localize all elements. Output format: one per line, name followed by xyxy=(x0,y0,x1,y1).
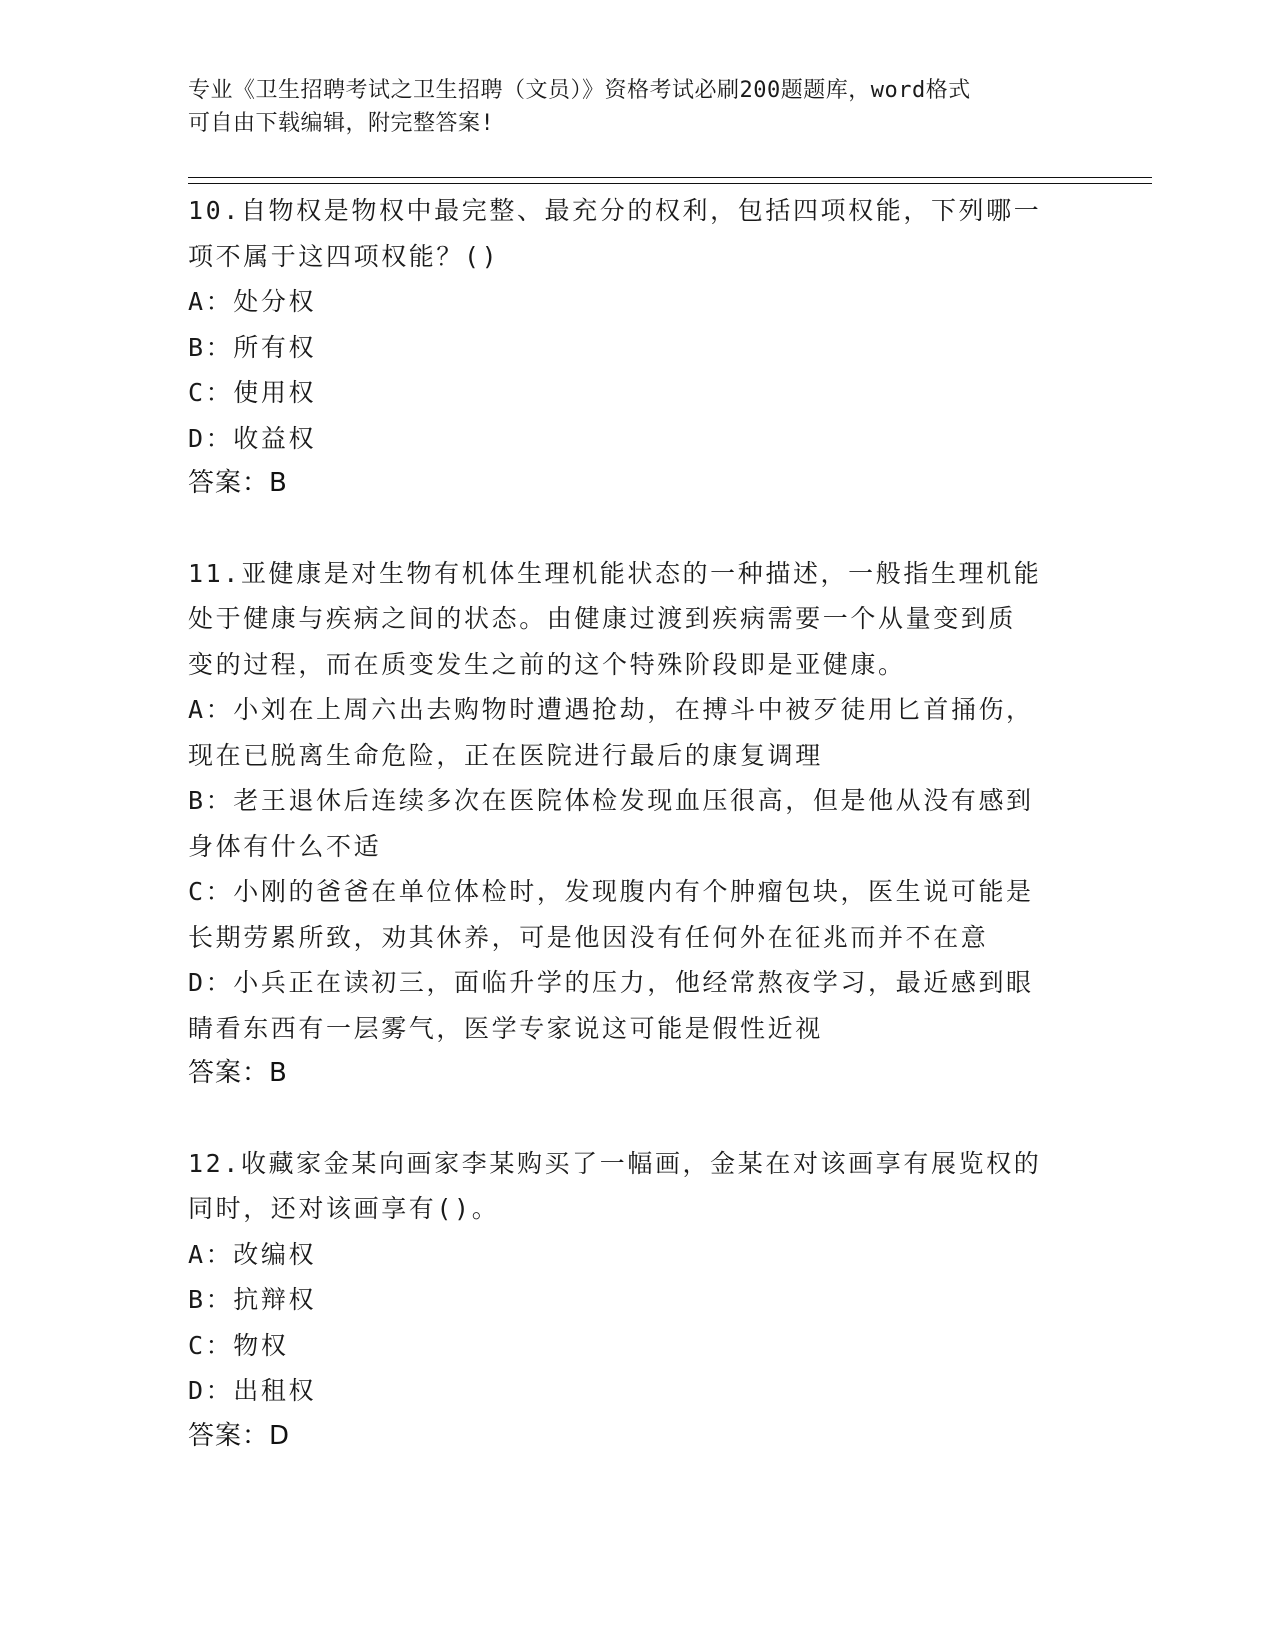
question-12-option-c: C：物权 xyxy=(188,1330,289,1360)
question-11 xyxy=(188,551,1088,1097)
question-11-option-a-line-1: A：小刘在上周六出去购物时遭遇抢劫，在搏斗中被歹徒用匕首捅伤， xyxy=(188,695,1034,724)
question-11-stem-line-1: 11.亚健康是对生物有机体生理机能状态的一种描述，一般指生理机能 xyxy=(188,558,1042,588)
question-10-option-c: C：使用权 xyxy=(188,378,317,407)
question-12-option-a: A：改编权 xyxy=(188,1239,317,1269)
question-12-answer: 答案：D xyxy=(188,1420,291,1451)
question-11-option-a-line-2: 现在已脱离生命危险，正在医院进行最后的康复调理 xyxy=(188,740,823,770)
question-10-option-b: B：所有权 xyxy=(188,332,317,362)
question-12-stem-line-1: 12.收藏家金某向画家李某购买了一幅画，金某在对该画享有展览权的 xyxy=(188,1148,1042,1178)
question-12-stem-line-2: 同时，还对该画享有()。 xyxy=(188,1194,500,1223)
header-line-1: 专业《卫生招聘考试之卫生招聘（文员）》资格考试必刷200题题库，word格式 xyxy=(188,78,971,103)
document-header xyxy=(188,74,1068,140)
question-11-answer: 答案：B xyxy=(188,1058,288,1088)
question-12-option-b: B：抗辩权 xyxy=(188,1285,317,1314)
question-11-stem-line-2: 处于健康与疾病之间的状态。由健康过渡到疾病需要一个从量变到质 xyxy=(188,604,1017,633)
header-divider-bottom xyxy=(188,183,1152,184)
question-11-option-d-line-1: D：小兵正在读初三，面临升学的压力，他经常熬夜学习，最近感到眼 xyxy=(188,968,1034,997)
question-11-option-c-line-2: 长期劳累所致，劝其休养，可是他因没有任何外在征兆而并不在意 xyxy=(188,922,989,952)
header-line-2: 可自由下载编辑，附完整答案! xyxy=(188,111,495,136)
header-divider-top xyxy=(188,177,1152,178)
question-11-stem-line-3: 变的过程，而在质变发生之前的这个特殊阶段即是亚健康。 xyxy=(188,649,906,679)
question-10-answer: 答案：B xyxy=(188,468,288,498)
question-list xyxy=(188,188,1088,1503)
question-10-option-a: A：处分权 xyxy=(188,287,317,316)
question-11-option-b-line-1: B：老王退休后连续多次在医院体检发现血压很高，但是他从没有感到 xyxy=(188,786,1034,815)
question-12 xyxy=(188,1141,1088,1460)
question-11-option-c-line-1: C：小刚的爸爸在单位体检时，发现腹内有个肿瘤包块，医生说可能是 xyxy=(188,877,1034,906)
question-12-option-d: D：出租权 xyxy=(188,1376,317,1405)
question-10-stem-line-2: 项不属于这四项权能？() xyxy=(188,241,500,271)
question-10 xyxy=(188,188,1088,507)
question-11-option-b-line-2: 身体有什么不适 xyxy=(188,831,382,861)
question-10-option-d: D：收益权 xyxy=(188,423,317,453)
question-11-option-d-line-2: 睛看东西有一层雾气，医学专家说这可能是假性近视 xyxy=(188,1013,823,1043)
question-10-stem-line-1: 10.自物权是物权中最完整、最充分的权利，包括四项权能，下列哪一 xyxy=(188,196,1042,225)
